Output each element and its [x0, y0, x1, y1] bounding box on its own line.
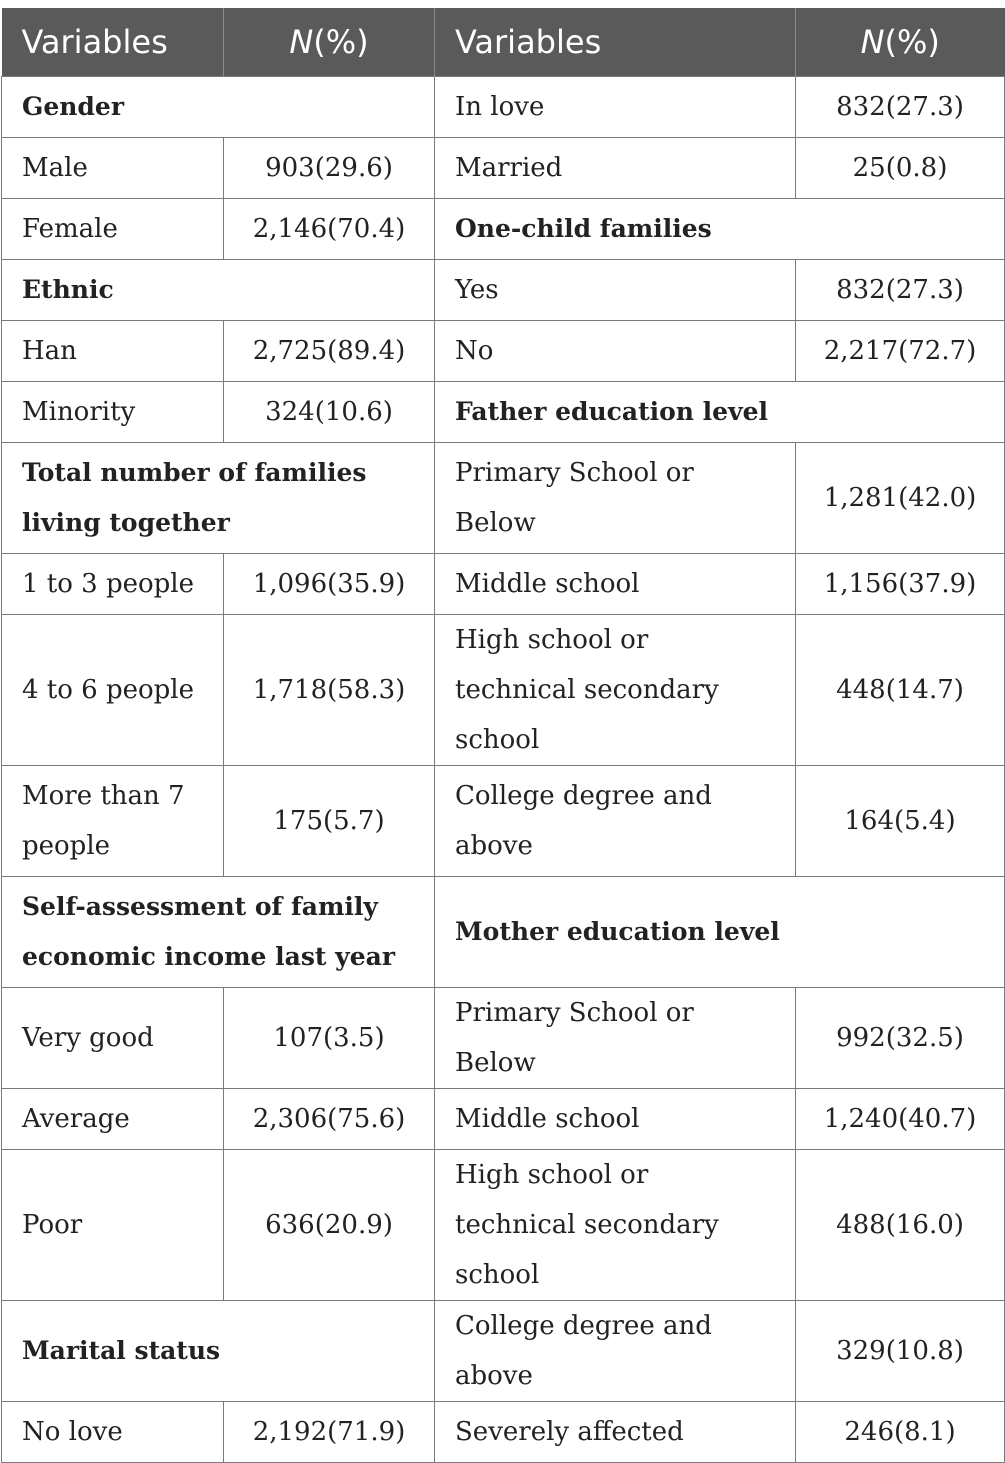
row-label: Middle school [435, 1089, 796, 1150]
group-heading-one-child-families: One-child families [435, 199, 1005, 260]
row-label: Minority [2, 382, 224, 443]
row-label: More than 7 people [2, 766, 224, 877]
header-variables-left: Variables [2, 8, 224, 77]
table-row [2, 615, 1005, 766]
row-value: 448(14.7) [796, 615, 1005, 766]
row-label: High school or technical secondary school [435, 1150, 796, 1301]
table-row [2, 260, 1005, 321]
row-label: Married [435, 138, 796, 199]
header-n-percent-left [224, 8, 435, 77]
table-row [2, 1089, 1005, 1150]
row-value: 488(16.0) [796, 1150, 1005, 1301]
row-label: Primary School or Below [435, 988, 796, 1089]
row-value: 992(32.5) [796, 988, 1005, 1089]
group-heading-mother-education: Mother education level [435, 877, 1005, 988]
header-pct-left: (%) [313, 23, 369, 61]
table-row [2, 1402, 1005, 1463]
row-value: 329(10.8) [796, 1301, 1005, 1402]
row-value: 2,306(75.6) [224, 1089, 435, 1150]
row-label: 1 to 3 people [2, 554, 224, 615]
header-n-right: N [860, 23, 885, 61]
row-label: Female [2, 199, 224, 260]
row-label: Middle school [435, 554, 796, 615]
table-row [2, 321, 1005, 382]
demographics-table [1, 8, 1005, 1463]
table-row [2, 443, 1005, 554]
group-heading-family-income: Self-assessment of family economic income last year [2, 877, 435, 988]
row-value: 1,718(58.3) [224, 615, 435, 766]
row-label: College degree and above [435, 766, 796, 877]
row-value: 832(27.3) [796, 77, 1005, 138]
row-label: In love [435, 77, 796, 138]
row-label: 4 to 6 people [2, 615, 224, 766]
row-label: Male [2, 138, 224, 199]
table-row [2, 199, 1005, 260]
row-label: Yes [435, 260, 796, 321]
group-heading-family-size: Total number of families living together [2, 443, 435, 554]
row-value: 636(20.9) [224, 1150, 435, 1301]
table-row [2, 877, 1005, 988]
header-n-left: N [289, 23, 314, 61]
row-label: Poor [2, 1150, 224, 1301]
row-value: 2,725(89.4) [224, 321, 435, 382]
row-label: High school or technical secondary school [435, 615, 796, 766]
group-heading-father-education: Father education level [435, 382, 1005, 443]
row-label: Severely affected [435, 1402, 796, 1463]
group-heading-ethnic: Ethnic [2, 260, 435, 321]
row-value: 107(3.5) [224, 988, 435, 1089]
header-n-percent-right [796, 8, 1005, 77]
header-row [2, 8, 1005, 77]
row-value: 832(27.3) [796, 260, 1005, 321]
table-row [2, 1150, 1005, 1301]
group-heading-marital-status: Marital status [2, 1301, 435, 1402]
table-row [2, 766, 1005, 877]
row-value: 903(29.6) [224, 138, 435, 199]
row-value: 175(5.7) [224, 766, 435, 877]
row-label: Average [2, 1089, 224, 1150]
row-label: Very good [2, 988, 224, 1089]
row-value: 1,096(35.9) [224, 554, 435, 615]
row-value: 164(5.4) [796, 766, 1005, 877]
row-value: 2,192(71.9) [224, 1402, 435, 1463]
row-value: 1,240(40.7) [796, 1089, 1005, 1150]
row-value: 1,281(42.0) [796, 443, 1005, 554]
header-pct-right: (%) [884, 23, 940, 61]
row-value: 324(10.6) [224, 382, 435, 443]
row-label: Han [2, 321, 224, 382]
table-row [2, 1301, 1005, 1402]
row-value: 2,146(70.4) [224, 199, 435, 260]
table-row [2, 554, 1005, 615]
row-value: 2,217(72.7) [796, 321, 1005, 382]
row-value: 246(8.1) [796, 1402, 1005, 1463]
row-value: 25(0.8) [796, 138, 1005, 199]
row-value: 1,156(37.9) [796, 554, 1005, 615]
table-row [2, 382, 1005, 443]
table-row [2, 138, 1005, 199]
row-label: College degree and above [435, 1301, 796, 1402]
row-label: Primary School or Below [435, 443, 796, 554]
header-variables-right: Variables [435, 8, 796, 77]
table-row [2, 988, 1005, 1089]
group-heading-gender: Gender [2, 77, 435, 138]
row-label: No [435, 321, 796, 382]
row-label: No love [2, 1402, 224, 1463]
table-row [2, 77, 1005, 138]
